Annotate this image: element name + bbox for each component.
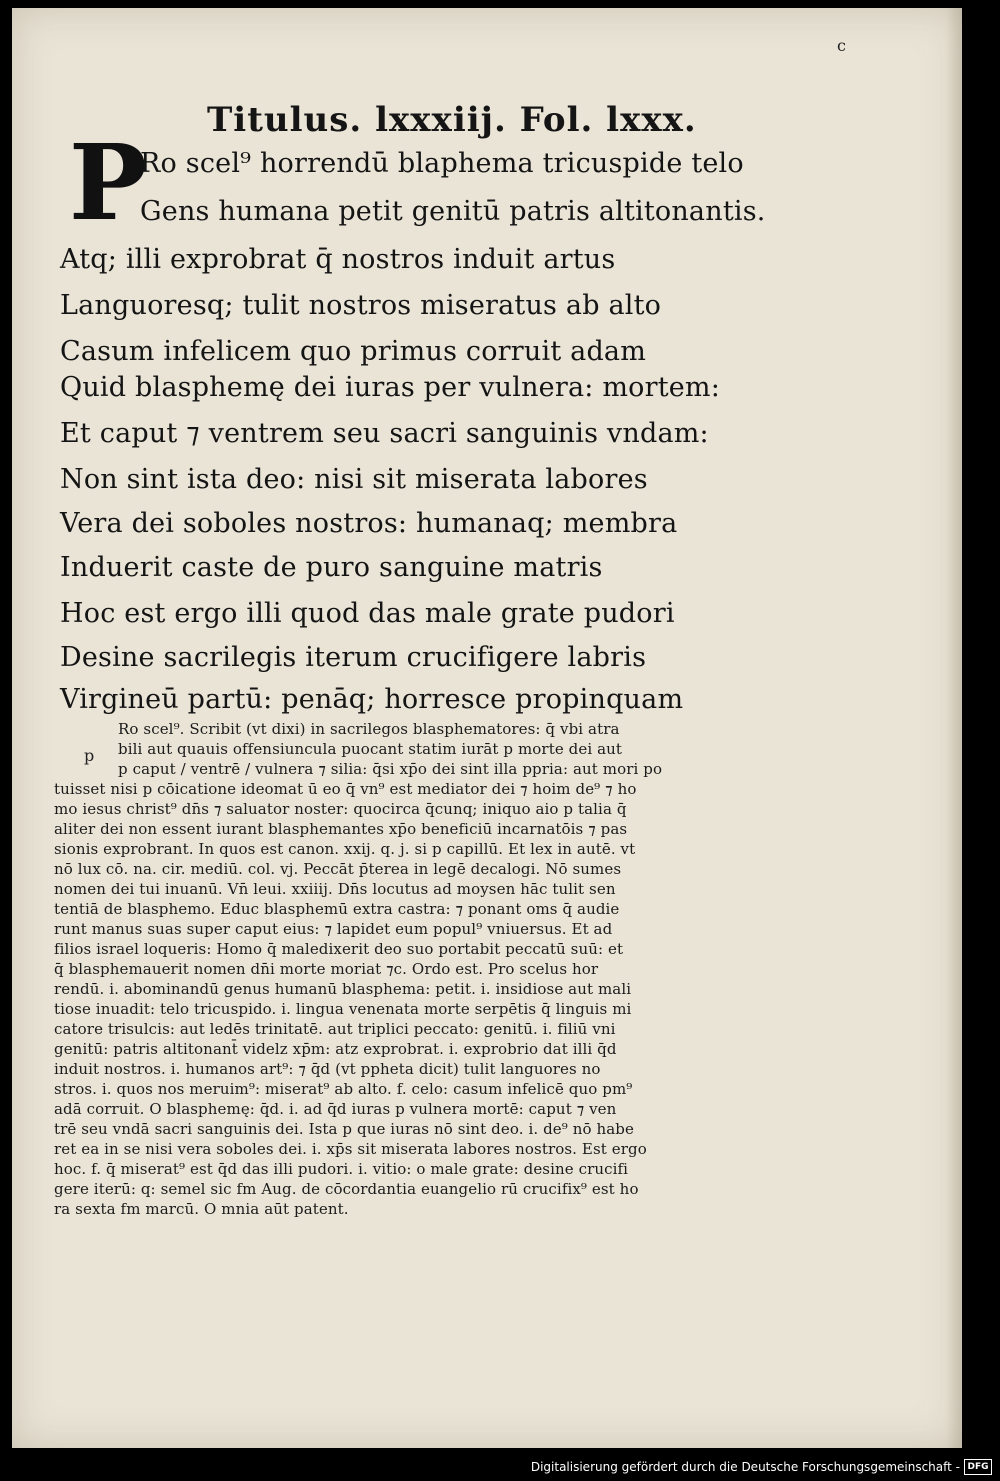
running-head: Titulus. lxxxiij. Fol. lxxx.	[207, 100, 697, 140]
digitization-credit	[531, 1459, 992, 1475]
signature-mark: c	[837, 36, 846, 55]
commentary-line: runt manus suas super caput eius: ⁊ lapidet eum popul⁹ vniuersus. Et ad	[54, 920, 613, 938]
verse-line: Desine sacrilegis iterum crucifigere labris	[60, 642, 647, 673]
verse-line: Languoresq; tulit nostros miseratus ab alto	[60, 290, 662, 321]
commentary-line: filios israel loqueris: Homo q̄ maledixerit deo suo portabit peccatū suū: et	[54, 940, 624, 958]
commentary-line: adā corruit. O blasphemę: q̄d. i. ad q̄d iuras p vulnera mortē: caput ⁊ ven	[54, 1100, 617, 1118]
decorated-initial: P	[68, 121, 148, 244]
commentary-line: aliter dei non essent iurant blasphemantes xp̄o beneficiū incarnatōis ⁊ pas	[54, 820, 628, 838]
commentary-line: tentiā de blasphemo. Educ blasphemū extra castra: ⁊ ponant oms q̄ audie	[54, 900, 620, 918]
commentary-line: trē seu vndā sacri sanguinis dei. Ista p que iuras nō sint deo. i. de⁹ nō habe	[54, 1120, 634, 1138]
commentary-line: genitū: patris altitonant̄ videlz xp̄m: atz exprobrat. i. exprobrio dat illi q̄d	[54, 1040, 617, 1058]
commentary-line: tuisset nisi p cōicatione ideomat ū eo q̄ vn⁹ est mediator dei ⁊ hoim de⁹ ⁊ ho	[54, 780, 637, 798]
commentary-line: induit nostros. i. humanos art⁹: ⁊ q̄d (vt ppheta dicit) tulit languores no	[54, 1060, 601, 1078]
page-edge-shadow	[946, 8, 962, 1448]
book-page	[12, 8, 962, 1448]
commentary-line: catore trisulcis: aut ledēs trinitatē. aut triplici peccato: genitū. i. filiū vni	[54, 1020, 616, 1038]
dfg-logo-icon: DFG	[964, 1459, 992, 1475]
verse-line: Gens humana petit genitū patris altitonantis.	[140, 196, 766, 227]
commentary-line: Ro scel⁹. Scribit (vt dixi) in sacrilegos blasphematores: q̄ vbi atra	[118, 720, 620, 738]
commentary-line: tiose inuadit: telo tricuspido. i. lingua venenata morte serpētis q̄ linguis mi	[54, 1000, 632, 1018]
verse-line: Hoc est ergo illi quod das male grate pudori	[60, 598, 675, 629]
verse-line: Induerit caste de puro sanguine matris	[60, 552, 603, 583]
verse-line: Casum infelicem quo primus corruit adam	[60, 336, 647, 367]
verse-line: Et caput ⁊ ventrem seu sacri sanguinis vndam:	[60, 418, 709, 449]
guide-letter: p	[84, 746, 95, 765]
verse-line: Atq; illi exprobrat q̄ nostros induit artus	[60, 244, 616, 275]
commentary-line: nomen dei tui inuanū. Vn̄ leui. xxiiij. Dn̄s locutus ad moysen hāc tulit sen	[54, 880, 616, 898]
commentary-line: rendū. i. abominandū genus humanū blasphema: petit. i. insidiose aut mali	[54, 980, 632, 998]
credit-text: Digitalisierung gefördert durch die Deutsche Forschungsgemeinschaft -	[530, 1460, 960, 1474]
verse-line: Non sint ista deo: nisi sit miserata labores	[60, 464, 648, 495]
commentary-line: mo iesus christ⁹ dn̄s ⁊ saluator noster: quocirca q̄cunq; iniquo aio p talia q̄	[54, 800, 627, 818]
commentary-line: ret ea in se nisi vera soboles dei. i. xp̄s sit miserata labores nostros. Est ergo	[54, 1140, 647, 1158]
verse-line: Quid blasphemę dei iuras per vulnera: mortem:	[60, 372, 721, 403]
commentary-line: bili aut quauis offensiuncula puocant statim iurāt p morte dei aut	[118, 740, 623, 758]
commentary-line: p caput / ventrē / vulnera ⁊ silia: q̄si xp̄o dei sint illa ppria: aut mori po	[118, 760, 663, 778]
commentary-line: hoc. f. q̄ miserat⁹ est q̄d das illi pudori. i. vitio: o male grate: desine crucifi	[54, 1160, 629, 1178]
verse-line: Vera dei soboles nostros: humanaq; membra	[60, 508, 678, 539]
commentary-line: gere iterū: q: semel sic fm Aug. de cōcordantia euangelio rū crucifix⁹ est ho	[54, 1180, 639, 1198]
commentary-line: stros. i. quos nos meruim⁹: miserat⁹ ab alto. f. celo: casum infelicē quo pm⁹	[54, 1080, 633, 1098]
verse-line: Ro scel⁹ horrendū blaphema tricuspide telo	[140, 148, 744, 179]
commentary-line: ra sexta fm marcū. O mnia aūt patent.	[54, 1200, 349, 1218]
commentary-line: nō lux cō. na. cir. mediū. col. vj. Peccāt p̄terea in legē decalogi. Nō sumes	[54, 860, 622, 878]
commentary-line: q̄ blasphemauerit nomen dn̄i morte moriat ⁊c. Ordo est. Pro scelus hor	[54, 960, 599, 978]
commentary-line: sionis exprobrant. In quos est canon. xxij. q. j. si p capillū. Et lex in autē. vt	[54, 840, 636, 858]
verse-line: Virgineū partū: penāq; horresce propinquam	[60, 684, 684, 715]
